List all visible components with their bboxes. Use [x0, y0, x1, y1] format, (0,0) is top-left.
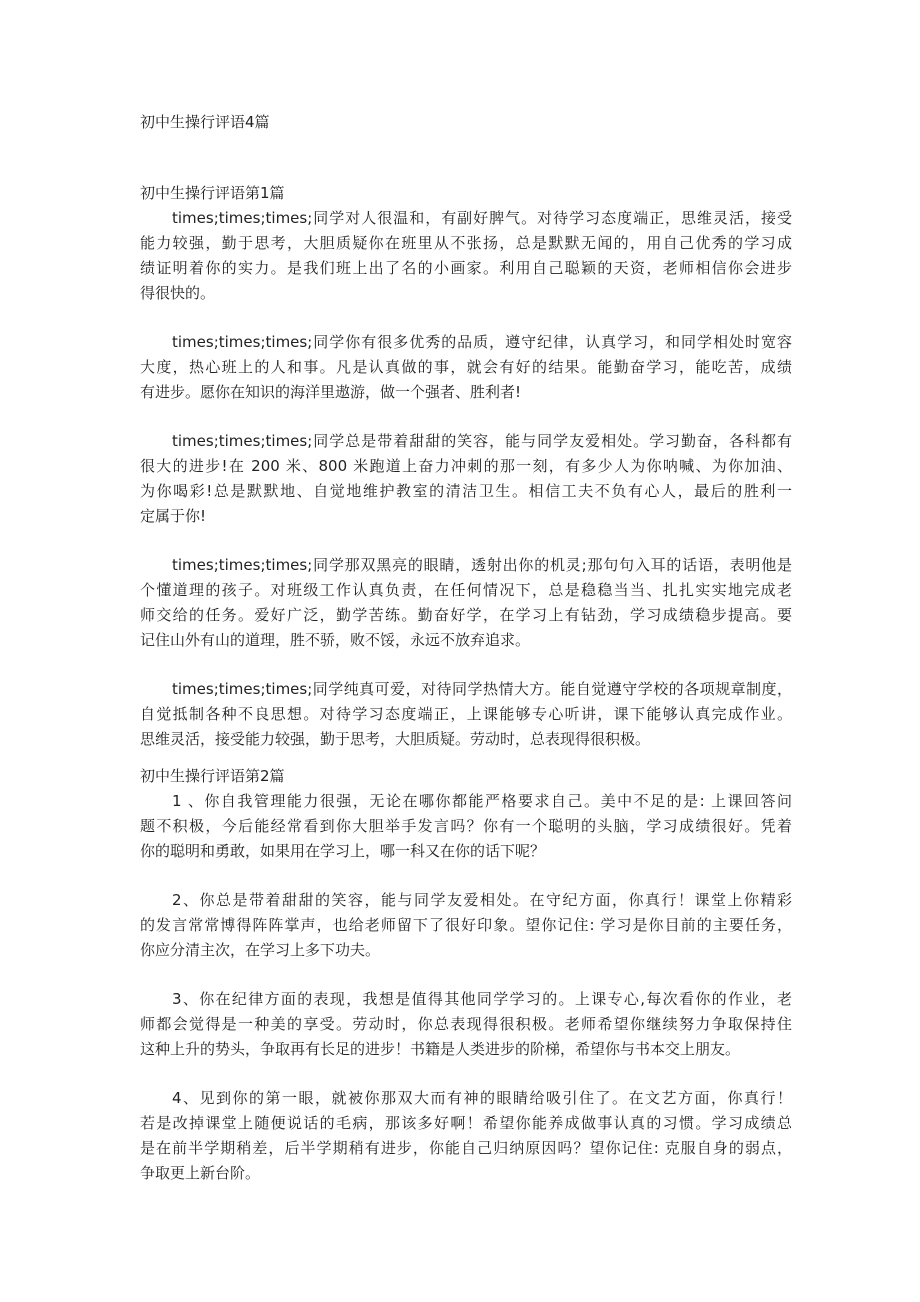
section-1 [140, 181, 792, 752]
paragraph-line: times;times;times;同学你有很多优秀的品质，遵守纪律，认真学习，和同学相处时宽容 [172, 333, 792, 351]
section-2 [140, 764, 792, 1186]
paragraph-line: 为你喝彩!总是默默地、自觉地维护教室的清洁卫生。相信工夫不负有心人，最后的胜利一 [140, 482, 792, 500]
paragraph-line: 个懂道理的孩子。对班级工作认真负责，在任何情况下，总是稳稳当当、扎扎实实地完成老 [140, 581, 792, 599]
paragraph [140, 429, 792, 529]
paragraph [140, 553, 792, 653]
paragraph-line: 定属于你! [140, 507, 207, 525]
paragraph-line: 1 、你自我管理能力很强，无论在哪你都能严格要求自己。美中不足的是: 上课回答问 [172, 792, 792, 810]
paragraph-line: 你应分清主次，在学习上多下功夫。 [140, 941, 381, 959]
paragraph [140, 987, 792, 1062]
section-heading: 初中生操行评语第1篇 [140, 184, 285, 202]
paragraph-line: 的发言常常博得阵阵掌声，也给老师留下了很好印象。望你记住: 学习是你目前的主要任务， [140, 916, 792, 934]
paragraph-line: 记住山外有山的道理，胜不骄，败不馁，永远不放弃追求。 [140, 631, 531, 649]
paragraph-line: 若是改掉课堂上随便说话的毛病，那该多好啊！希望你能养成做事认真的习惯。学习成绩总 [140, 1114, 792, 1132]
paragraph-line: 很大的进步!在 200 米、800 米跑道上奋力冲刺的那一刻，有多少人为你呐喊、为你加油、 [140, 457, 792, 475]
paragraph [140, 789, 792, 864]
document-page [140, 110, 792, 1186]
paragraph-line: 这种上升的势头，争取再有长足的进步！书籍是人类进步的阶梯，希望你与书本交上朋友。 [140, 1040, 741, 1058]
document-title: 初中生操行评语4篇 [140, 113, 270, 131]
paragraph-line: times;times;times;同学纯真可爱，对待同学热情大方。能自觉遵守学校的各项规章制度， [172, 680, 792, 698]
paragraph-line: 师都会觉得是一种美的享受。劳动时，你总表现得很积极。老师希望你继续努力争取保持住 [140, 1015, 792, 1033]
section-heading: 初中生操行评语第2篇 [140, 767, 285, 785]
paragraph-line: times;times;times;同学对人很温和，有副好脾气。对待学习态度端正，思维灵活，接受 [172, 209, 792, 227]
paragraph-line: 4、见到你的第一眼，就被你那双大而有神的眼睛给吸引住了。在文艺方面，你真行！ [172, 1089, 792, 1107]
paragraph-line: 争取更上新台阶。 [140, 1164, 261, 1182]
paragraph-line: 得很快的。 [140, 284, 216, 302]
paragraph [140, 888, 792, 963]
paragraph [140, 206, 792, 306]
paragraph-line: 是在前半学期稍差，后半学期稍有进步，你能自己归纳原因吗？望你记住: 克服自身的弱点， [140, 1139, 792, 1157]
paragraph-line: 绩证明着你的实力。是我们班上出了名的小画家。利用自己聪颖的天资，老师相信你会进步 [140, 259, 792, 277]
paragraph-line: 2、你总是带着甜甜的笑容，能与同学友爱相处。在守纪方面，你真行！课堂上你精彩 [172, 891, 792, 909]
paragraph-line: 能力较强，勤于思考，大胆质疑你在班里从不张扬，总是默默无闻的，用自己优秀的学习成 [140, 234, 792, 252]
paragraph-line: 题不积极，今后能经常看到你大胆举手发言吗？你有一个聪明的头脑，学习成绩很好。凭着 [140, 817, 792, 835]
paragraph [140, 1086, 792, 1186]
paragraph-line: 自觉抵制各种不良思想。对待学习态度端正，上课能够专心听讲，课下能够认真完成作业。 [140, 705, 792, 723]
paragraph-line: 有进步。愿你在知识的海洋里遨游，做一个强者、胜利者! [140, 383, 522, 401]
document-body [140, 181, 792, 1186]
paragraph [140, 330, 792, 405]
paragraph-line: times;times;times;同学那双黑亮的眼睛，透射出你的机灵;那句句入耳的话语，表明他是 [172, 556, 792, 574]
paragraph-line: 你的聪明和勇敢，如果用在学习上，哪一科又在你的话下呢？ [140, 842, 546, 860]
paragraph-line: 大度，热心班上的人和事。凡是认真做的事，就会有好的结果。能勤奋学习，能吃苦，成绩 [140, 358, 792, 376]
paragraph-line: 思维灵活，接受能力较强，勤于思考，大胆质疑。劳动时，总表现得很积极。 [140, 730, 651, 748]
paragraph-line: 3、你在纪律方面的表现，我想是值得其他同学学习的。上课专心,每次看你的作业，老 [172, 990, 792, 1008]
paragraph-line: times;times;times;同学总是带着甜甜的笑容，能与同学友爱相处。学习勤奋，各科都有 [172, 432, 792, 450]
paragraph [140, 677, 792, 752]
paragraph-line: 师交给的任务。爱好广泛，勤学苦练。勤奋好学，在学习上有钻劲，学习成绩稳步提高。要 [140, 606, 792, 624]
